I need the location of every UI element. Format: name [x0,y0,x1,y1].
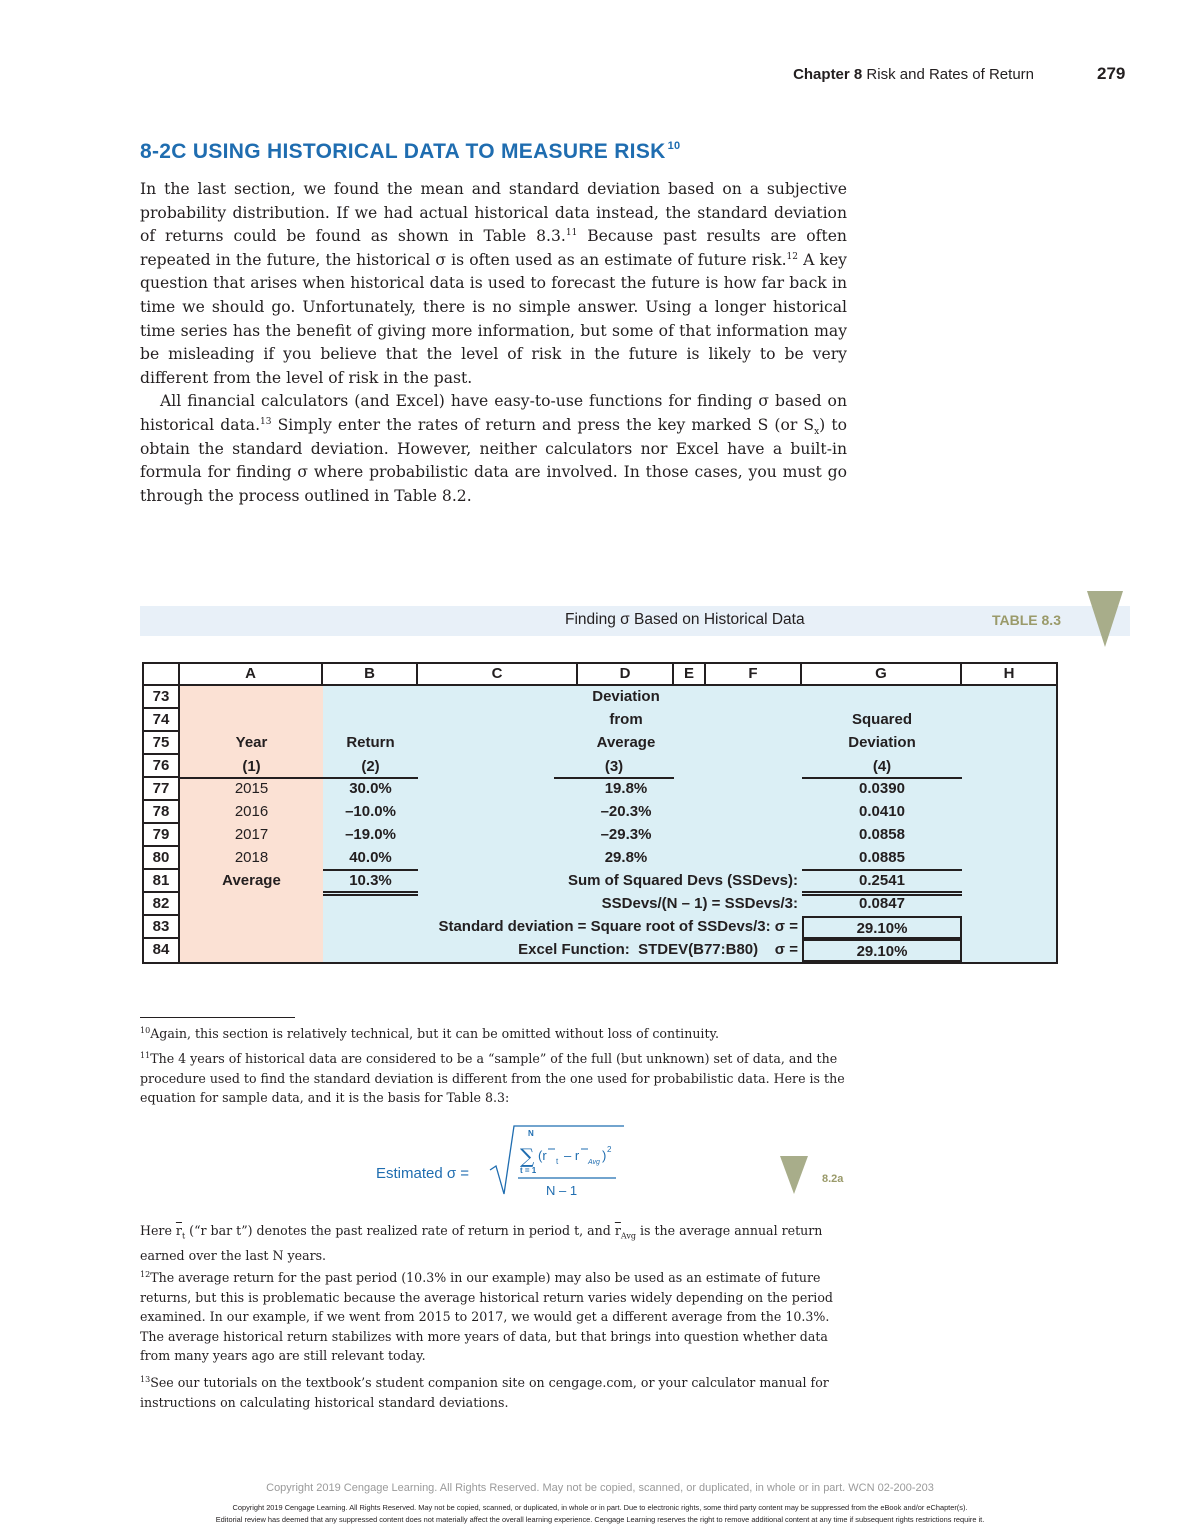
footnote-ref-12[interactable]: 12 [786,251,798,262]
cell-year-2018[interactable]: 2018 [234,849,269,866]
footnote-12 [140,1268,850,1366]
section-title [140,140,680,164]
col-header-c[interactable]: C [418,664,578,686]
cell-dev-2017[interactable]: –29.3% [600,826,652,843]
row-header-75[interactable]: 75 [144,732,180,755]
cell-dev-2015[interactable]: 19.8% [604,780,648,797]
header-squared-3: (4) [802,757,962,779]
header-year-2: (1) [180,757,323,779]
cell-excel-label[interactable]: Excel Function: STDEV(B77:B80) σ = [518,941,798,958]
col-header-e[interactable]: E [674,664,706,686]
copyright-notice: Copyright 2019 Cengage Learning. All Rights Reserved. May not be copied, scanned, or duplicated, in whole or in part. WCN 02-200-203 [266,1482,934,1494]
copyright-fineprint [0,1502,1200,1526]
cell-year-2017[interactable]: 2017 [234,826,269,843]
col-header-b[interactable]: B [323,664,418,686]
col-header-d[interactable]: D [578,664,674,686]
equation-formula [488,1120,628,1200]
column-a-fill [180,686,323,962]
sum-upper-limit: N [528,1129,534,1138]
numerator-term: (r [538,1148,547,1163]
footnote-11-number: 11 [140,1051,151,1060]
paragraph-2-part-a: All financial calculators (and Excel) have easy-to-use functions for finding σ based on historical data. [140,392,847,434]
fn11b-part-c: is the average annual return earned over the last N years. [140,1223,823,1264]
paragraph-2-part-c: ) to obtain the standard deviation. However, neither calculators nor Excel have a built-in formula for finding σ where probabilistic data are involved. In those cases, you must go through the process outlined in Table 8.2. [140,415,847,505]
svg-text:t: t [556,1157,559,1166]
cell-excel-value[interactable]: 29.10% [802,939,962,962]
col-header-f[interactable]: F [706,664,802,686]
denominator: N – 1 [546,1183,578,1198]
cell-dev-2018[interactable]: 29.8% [604,849,648,866]
paragraph-1 [140,178,847,390]
cell-sq-2017[interactable]: 0.0858 [859,826,905,843]
paragraph-1-part-b: Because past results are often repeated in the future, the historical σ is often used as an estimate of future risk. [140,227,847,269]
row-header-83[interactable]: 83 [144,916,180,939]
col-header-h[interactable]: H [962,664,1056,686]
chapter-title: Risk and Rates of Return [866,66,1034,83]
svg-text:2: 2 [607,1145,612,1154]
footnote-13 [140,1373,850,1412]
cell-return-2015[interactable]: 30.0% [349,780,392,797]
footnote-10-number: 10 [140,1026,151,1035]
footnote-11-continued [140,1221,850,1266]
triangle-marker-icon [1087,591,1123,647]
equation-label: Estimated σ = [376,1165,470,1182]
footnote-12-text: The average return for the past period (10.3% in our example) may also be used as an estimate of future returns, but this is problematic because the average historical return varies widely depending on the period examined. In our example, if we went from 2015 to 2017, we would get a different average from the 10.3%. The average historical return stabilizes with more years of data, but that brings into question whether data from many years ago are still relevant today. [140,1270,833,1364]
table-caption: Finding σ Based on Historical Data [565,611,805,628]
row-header-78[interactable]: 78 [144,801,180,824]
header-deviation-2: from [609,711,643,728]
header-deviation-4: (3) [554,757,674,779]
spreadsheet-table [142,662,1058,964]
svg-text:Avg: Avg [588,1159,600,1166]
copyright-fineprint-2: Editorial review has deemed that any suppressed content does not materially affect the overall learning experience. Cengage Learning reserves the right to remove additional content at any time if subsequent rights restrictions require it. [215,1515,985,1524]
cell-stdev-value[interactable]: 29.10% [802,916,962,939]
cell-sq-2018[interactable]: 0.0885 [802,849,962,871]
col-header-g[interactable]: G [802,664,962,686]
col-header-a[interactable]: A [180,664,323,686]
header-return-2: (2) [323,757,418,779]
header-year-1: Year [235,734,268,751]
cell-ssdevs-n-label[interactable]: SSDevs/(N – 1) = SSDevs/3: [601,895,798,912]
footnote-10-text: Again, this section is relatively technical, but it can be omitted without loss of continuity. [150,1026,719,1041]
footnote-11 [140,1049,850,1108]
row-header-74[interactable]: 74 [144,709,180,732]
body-text [140,178,847,508]
footnote-10 [140,1024,850,1044]
cell-ssdevs-value[interactable]: 0.2541 [802,872,962,896]
paragraph-1-part-c: A key question that arises when historical data is used to forecast the future is how far back in time we should go. Unfortunately, there is no simple answer. Using a longer historical time series has the benefit of giving more information, but some of that information may be misleading if you believe that the level of risk in the future is likely to be very different from the level of risk in the past. [140,250,847,387]
fn11b-part-b: (“r bar t”) denotes the past realized rate of return in period t, and [185,1223,615,1238]
cell-average-label[interactable]: Average [222,872,281,889]
cell-dev-2016[interactable]: –20.3% [600,803,652,820]
header-squared-1: Squared [851,711,912,728]
footnote-ref-11[interactable]: 11 [565,228,578,239]
cell-return-2017[interactable]: –19.0% [345,826,396,843]
footnote-ref-13[interactable]: 13 [260,416,272,427]
cell-sq-2015[interactable]: 0.0390 [859,780,905,797]
footnote-13-number: 13 [140,1375,151,1384]
cell-year-2015[interactable]: 2015 [234,780,269,797]
paragraph-2-part-b: Simply enter the rates of return and press the key marked S (or S [271,415,815,434]
subscript-x: x [814,427,820,438]
paragraph-1-part-a: In the last section, we found the mean and standard deviation based on a subjective probability distribution. If we had actual historical data instead, the standard deviation of returns could be found as shown in Table 8.3. [140,180,847,246]
header-deviation-1: Deviation [592,688,660,705]
paragraph-2 [140,390,847,508]
cell-sq-2016[interactable]: 0.0410 [859,803,905,820]
cell-return-2016[interactable]: –10.0% [345,803,396,820]
header-return-1: Return [346,734,395,751]
equation-number: 8.2a [822,1173,844,1185]
cell-average-value[interactable]: 10.3% [323,872,418,896]
running-head [793,66,1034,83]
cell-ssdevs-label[interactable]: Sum of Squared Devs (SSDevs): [567,872,798,889]
footnote-11-text: The 4 years of historical data are considered to be a “sample” of the full (but unknown) set of data, and the procedure used to find the standard deviation is different from the one used for probabilistic data. Here is the equation for sample data, and it is the basis for Table 8.3: [140,1051,845,1106]
row-header-79[interactable]: 79 [144,824,180,847]
footnote-13-text: See our tutorials on the textbook’s student companion site on cengage.com, or your calculator manual for instructions on calculating historical standard deviations. [140,1375,829,1410]
page-number: 279 [1097,64,1126,83]
subscript-avg: Avg [620,1231,636,1241]
svg-text:): ) [602,1148,607,1163]
sum-lower-limit: t = 1 [520,1166,537,1175]
row-header-82[interactable]: 82 [144,893,180,916]
header-deviation-3: Average [596,734,656,751]
footnote-rule [140,1017,295,1018]
row-header-84[interactable]: 84 [144,939,180,962]
row-header-77[interactable]: 77 [144,778,180,801]
r-bar-t: $\overline{r}$ [175,1223,182,1238]
corner-cell[interactable] [144,664,180,686]
chapter-label: Chapter 8 [793,66,863,83]
row-header-76[interactable]: 76 [144,755,180,778]
equation-marker-icon [780,1156,808,1194]
cell-stdev-label[interactable]: Standard deviation = Square root of SSDevs/3: σ = [438,918,798,935]
table-tag: TABLE 8.3 [992,612,1061,628]
section-title-footnote-ref: 10 [667,140,681,152]
footnote-12-number: 12 [140,1270,151,1279]
cell-year-2016[interactable]: 2016 [234,803,269,820]
r-bar-avg: $\overline{r}$ [614,1223,621,1238]
row-header-81[interactable]: 81 [144,870,180,893]
subscript-t: t [181,1231,186,1241]
header-squared-2: Deviation [848,734,916,751]
sigma-icon: ∑ [520,1144,535,1168]
section-title-text: 8-2C USING HISTORICAL DATA TO MEASURE RISK [140,140,666,163]
cell-ssdevs-n-value[interactable]: 0.0847 [859,895,905,912]
row-header-80[interactable]: 80 [144,847,180,870]
svg-text:– r: – r [564,1148,580,1163]
cell-return-2018[interactable]: 40.0% [323,849,418,871]
copyright-fineprint-1: Copyright 2019 Cengage Learning. All Rights Reserved. May not be copied, scanned, or duplicated, in whole or in part. Due to electronic rights, some third party content may be suppressed from the eBook and/or eChapter(s). [232,1503,968,1512]
row-header-73[interactable]: 73 [144,686,180,709]
fn11b-part-a: Here [140,1223,176,1238]
